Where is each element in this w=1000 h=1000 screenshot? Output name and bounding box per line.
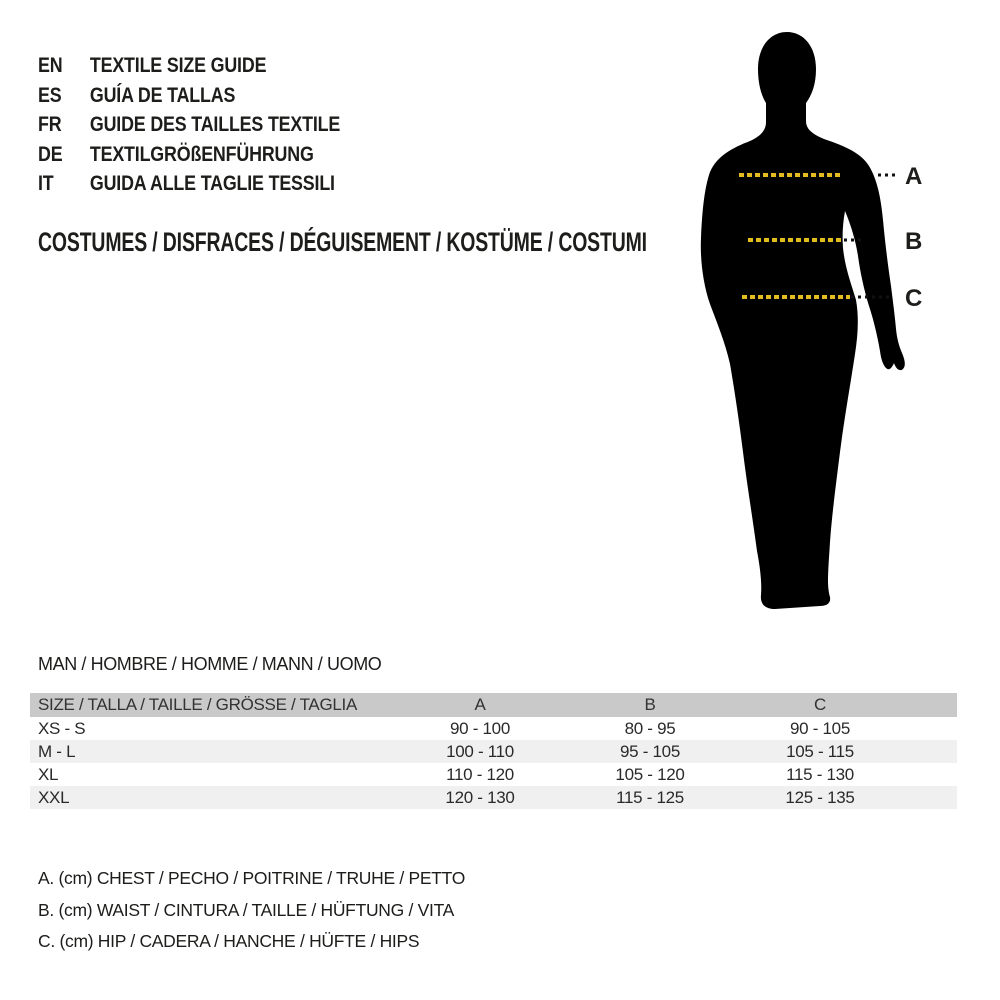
value-c: 105 - 115 — [786, 742, 854, 761]
language-row-de — [38, 140, 340, 170]
section-heading-man: MAN / HOMBRE / HOMME / MANN / UOMO — [38, 654, 382, 674]
table-row-xs-s — [30, 717, 957, 740]
value-b: 105 - 120 — [615, 765, 685, 784]
legend-hip: C. (cm) HIP / CADERA / HANCHE / HÜFTE / HIPS — [38, 931, 420, 951]
size-cell: XS - S — [38, 719, 86, 738]
size-guide-diagram — [693, 22, 933, 622]
legend-waist: B. (cm) WAIST / CINTURA / TAILLE / HÜFTUNG / VITA — [38, 899, 455, 920]
value-a: 120 - 130 — [445, 788, 515, 807]
language-title: TEXTILE SIZE GUIDE — [89, 54, 267, 77]
language-title: TEXTILGRÖßENFÜHRUNG — [89, 142, 314, 166]
language-code: ES — [38, 83, 62, 107]
column-header-c: C — [814, 695, 826, 714]
language-row-es — [38, 81, 340, 111]
language-code: IT — [38, 172, 54, 196]
value-b: 95 - 105 — [620, 742, 680, 761]
language-row-it — [38, 169, 340, 199]
value-a: 110 - 120 — [446, 765, 514, 784]
language-row-fr — [38, 110, 340, 140]
size-cell: XXL — [38, 788, 70, 807]
table-row-xl — [30, 763, 957, 786]
size-cell: M - L — [38, 742, 76, 761]
measure-label-c: C — [905, 285, 923, 312]
measure-label-a: A — [905, 163, 923, 190]
language-row-en — [38, 51, 340, 81]
value-c: 115 - 130 — [786, 765, 854, 784]
value-a: 100 - 110 — [446, 742, 514, 761]
legend-chest: A. (cm) CHEST / PECHO / POITRINE / TRUHE / PETTO — [38, 868, 466, 888]
language-title: GUIDE DES TAILLES TEXTILE — [89, 113, 341, 137]
language-code: DE — [38, 142, 63, 166]
language-title: GUIDA ALLE TAGLIE TESSILI — [89, 172, 335, 196]
size-cell: XL — [38, 765, 59, 784]
table-row-xxl — [30, 786, 957, 809]
value-b: 80 - 95 — [624, 719, 676, 738]
language-list — [38, 51, 340, 199]
column-header-b: B — [644, 695, 656, 714]
value-a: 90 - 100 — [450, 719, 510, 738]
man-silhouette-figure — [693, 22, 933, 622]
value-b: 115 - 125 — [616, 788, 684, 807]
size-table-header — [30, 693, 957, 717]
size-column-header: SIZE / TALLA / TAILLE / GRÖSSE / TAGLIA — [38, 695, 357, 714]
language-code: FR — [38, 113, 62, 137]
language-title: GUÍA DE TALLAS — [89, 83, 236, 107]
table-row-m-l — [30, 740, 957, 763]
man-silhouette — [701, 32, 905, 609]
measurement-legend — [38, 863, 465, 958]
size-table — [30, 693, 957, 809]
value-c: 90 - 105 — [790, 719, 850, 738]
language-code: EN — [38, 54, 63, 77]
category-heading: COSTUMES / DISFRACES / DÉGUISEMENT / KOSTÜME / COSTUMI — [38, 227, 647, 257]
value-c: 125 - 135 — [785, 788, 855, 807]
column-header-a: A — [474, 695, 486, 714]
measure-label-b: B — [905, 228, 923, 255]
